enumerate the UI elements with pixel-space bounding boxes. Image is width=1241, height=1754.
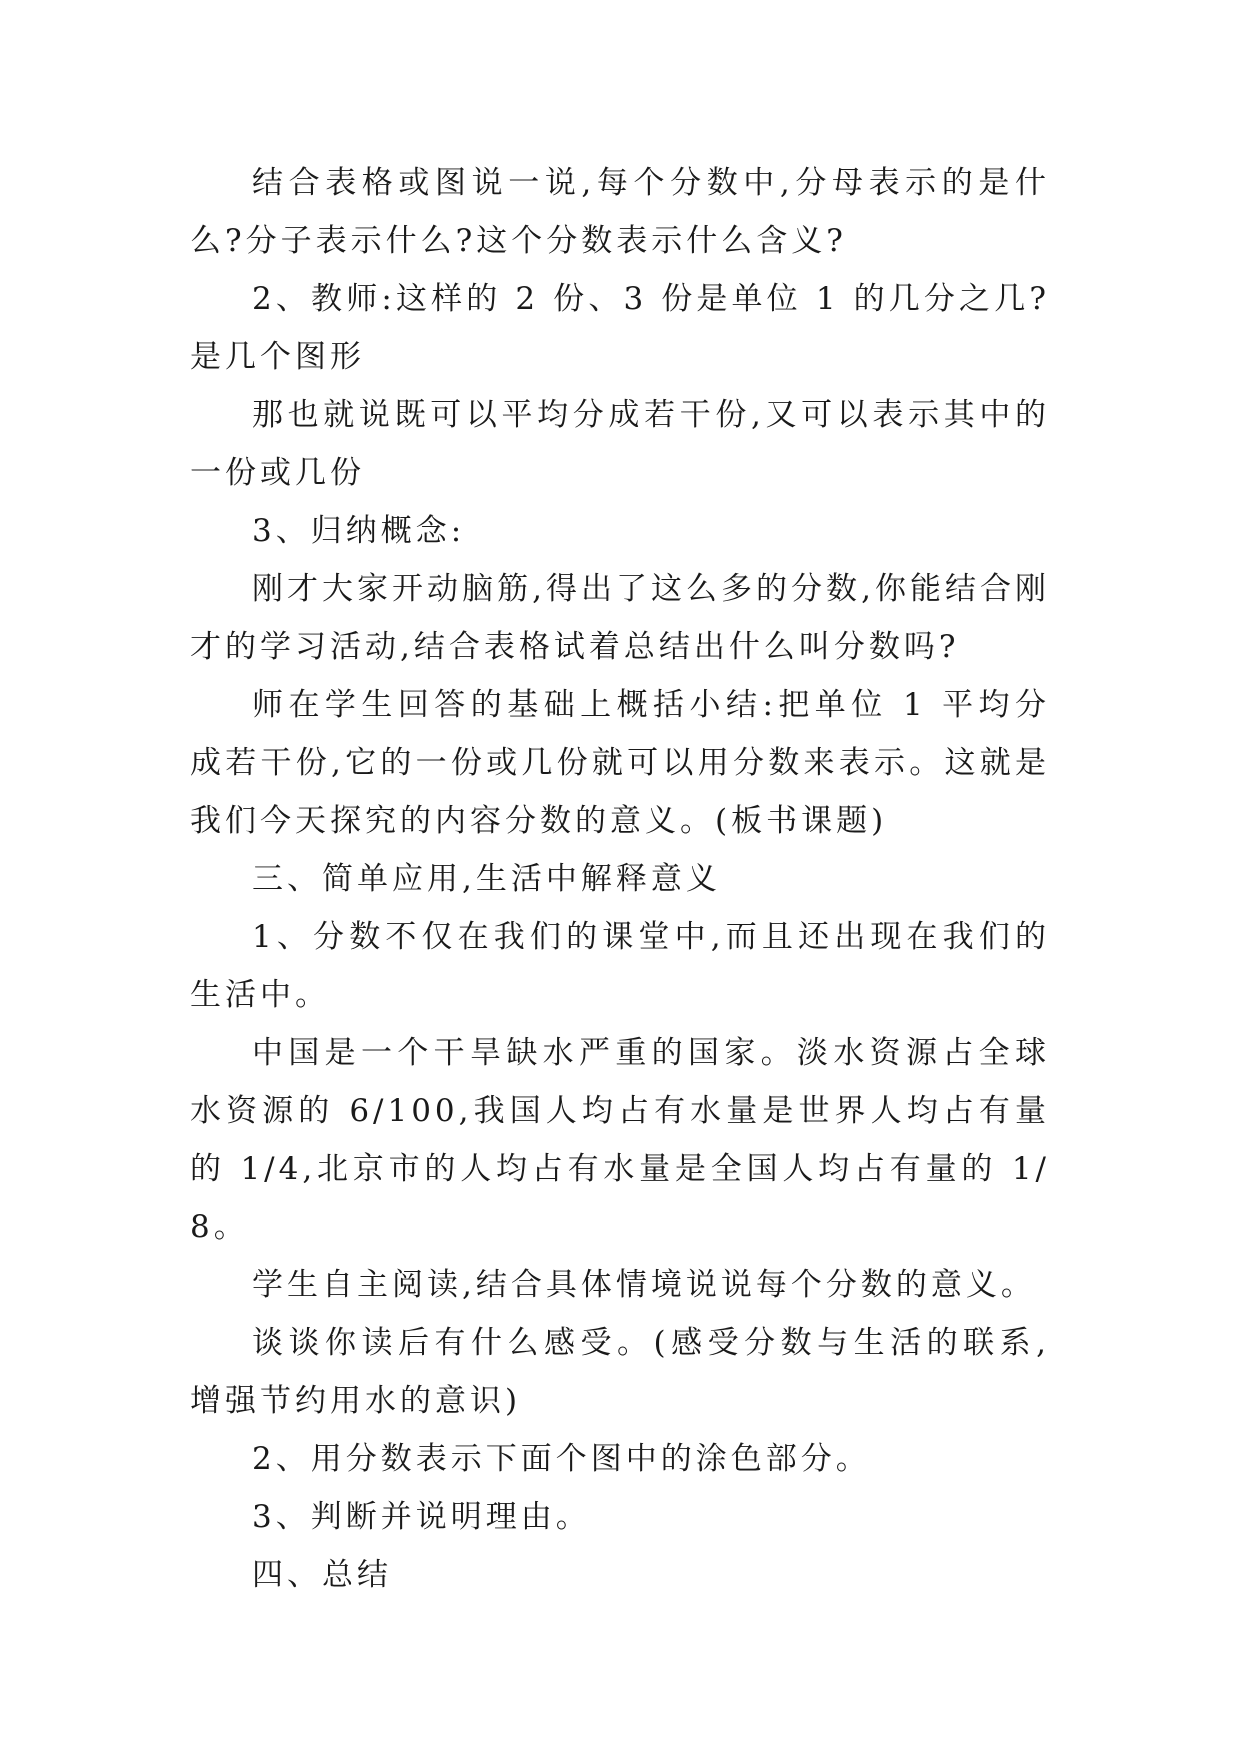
paragraph: 谈谈你读后有什么感受。(感受分数与生活的联系,增强节约用水的意识) xyxy=(190,1325,1050,1419)
paragraph: 师在学生回答的基础上概括小结:把单位 1 平均分成若干份,它的一份或几份就可以用分数来表示。这就是我们今天探究的内容分数的意义。(板书课题) xyxy=(190,687,1050,839)
section-heading: 三、简单应用,生活中解释意义 xyxy=(252,861,721,897)
section-heading: 四、总结 xyxy=(252,1557,392,1593)
document-body xyxy=(190,154,1050,1604)
paragraph: 结合表格或图说一说,每个分数中,分母表示的是什么?分子表示什么?这个分数表示什么含义? xyxy=(190,165,1050,259)
paragraph: 3、归纳概念: xyxy=(252,513,466,549)
paragraph: 2、教师:这样的 2 份、3 份是单位 1 的几分之几?是几个图形 xyxy=(190,281,1050,375)
paragraph: 刚才大家开动脑筋,得出了这么多的分数,你能结合刚才的学习活动,结合表格试着总结出什么叫分数吗? xyxy=(190,571,1050,665)
paragraph: 2、用分数表示下面个图中的涂色部分。 xyxy=(252,1441,871,1477)
paragraph: 1、分数不仅在我们的课堂中,而且还出现在我们的生活中。 xyxy=(190,919,1050,1013)
paragraph: 那也就说既可以平均分成若干份,又可以表示其中的一份或几份 xyxy=(190,397,1050,491)
paragraph: 中国是一个干旱缺水严重的国家。淡水资源占全球水资源的 6/100,我国人均占有水量是世界人均占有量的 1/4,北京市的人均占有水量是全国人均占有量的 1/8。 xyxy=(190,1035,1050,1245)
paragraph: 3、判断并说明理由。 xyxy=(252,1499,591,1535)
paragraph: 学生自主阅读,结合具体情境说说每个分数的意义。 xyxy=(252,1267,1036,1303)
